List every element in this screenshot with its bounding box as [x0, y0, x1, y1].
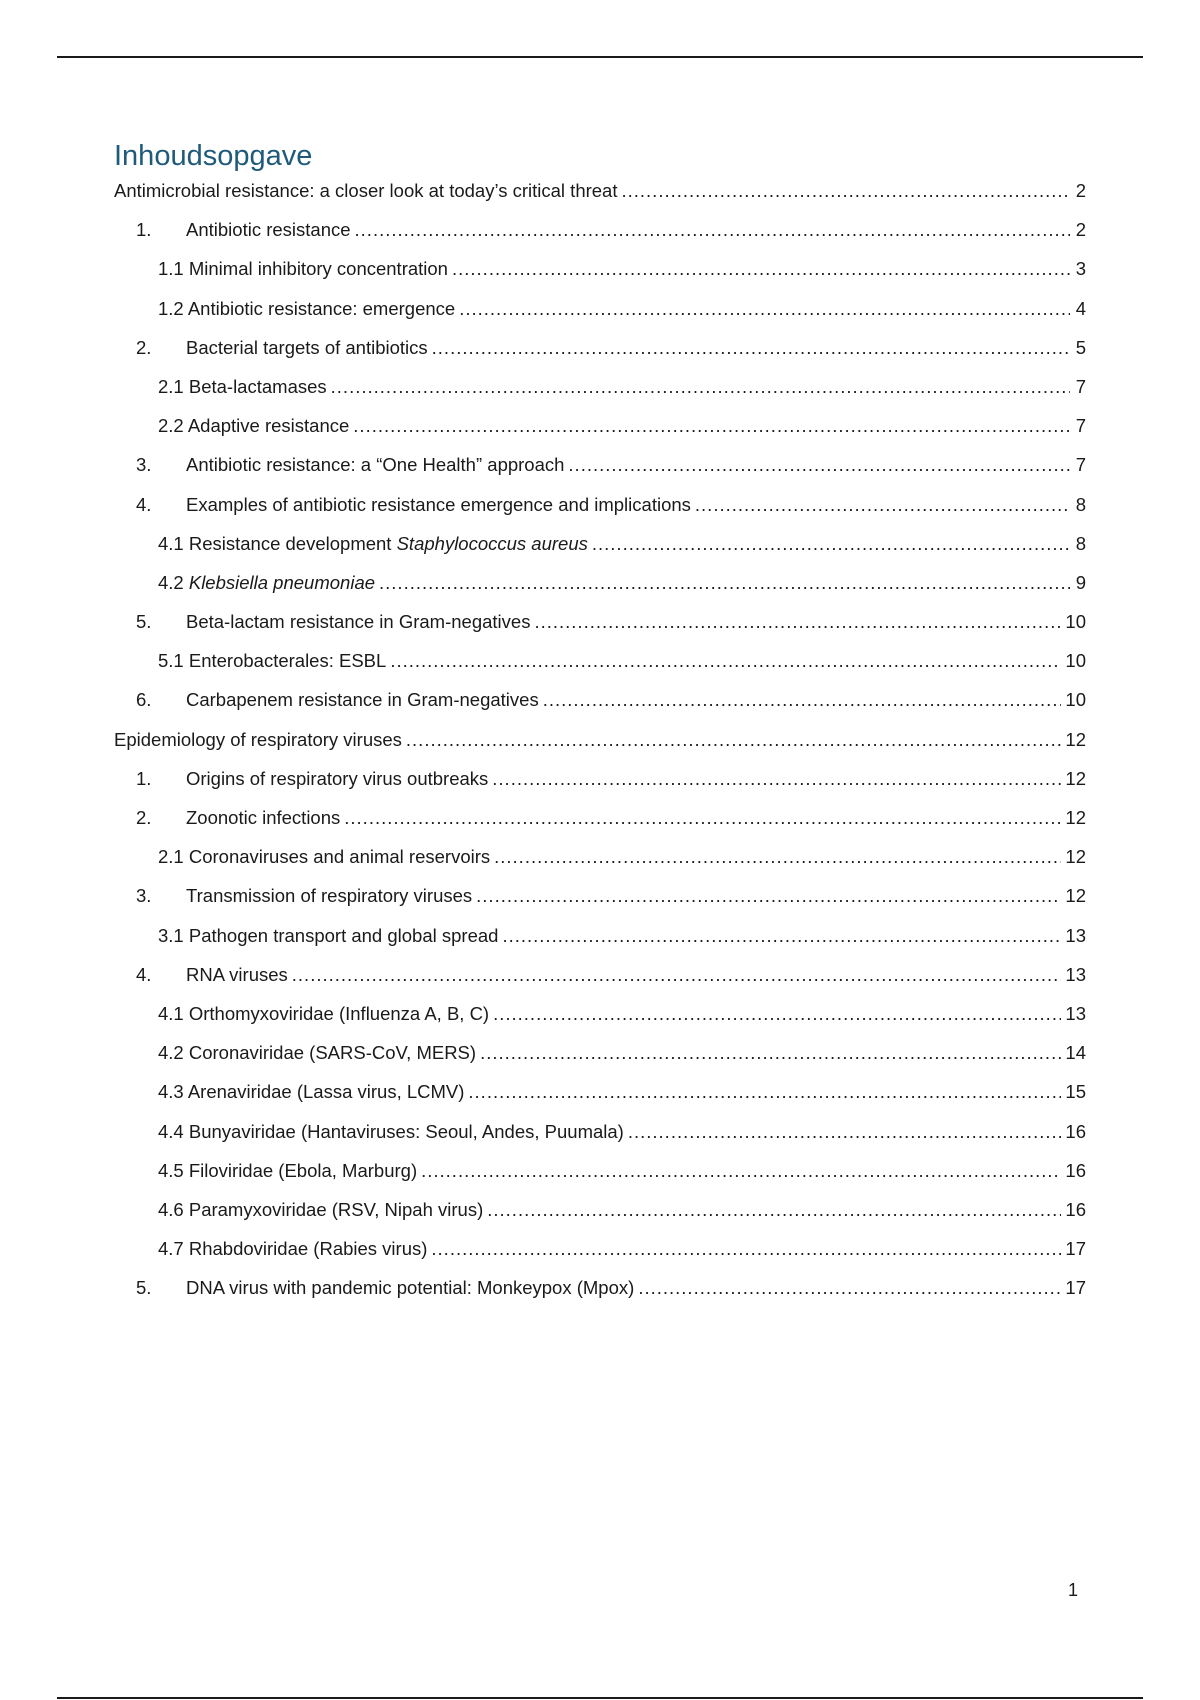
toc-entry-page: 7 [1075, 454, 1086, 476]
toc-dot-leader [480, 1042, 1061, 1064]
toc-entry-title [158, 1160, 417, 1182]
toc-entry-title-text: 1.1 Minimal inhibitory concentration [158, 258, 448, 280]
toc-entry[interactable] [114, 885, 1086, 924]
toc-dot-leader [502, 925, 1061, 947]
toc-entry[interactable] [114, 611, 1086, 650]
toc-entry[interactable] [114, 964, 1086, 1003]
footer-rule [57, 1697, 1143, 1699]
toc-entry-page: 12 [1065, 885, 1086, 907]
toc-entry-page: 17 [1065, 1277, 1086, 1299]
toc-entry-title-italic: Staphylococcus aureus [396, 532, 588, 554]
toc-entry-title [158, 1121, 624, 1143]
toc-entry[interactable] [114, 1003, 1086, 1042]
toc-dot-leader [543, 689, 1062, 711]
toc-entry-number: 4. [136, 493, 152, 515]
toc-dot-leader [344, 807, 1061, 829]
toc-entry-title [186, 1277, 634, 1299]
toc-entry-page: 13 [1065, 1002, 1086, 1024]
toc-entry-title [158, 258, 448, 280]
toc-entry-title-text: Origins of respiratory virus outbreaks [186, 767, 489, 789]
toc-entry-title [158, 1081, 464, 1103]
toc-entry-title-text: RNA viruses [186, 963, 288, 985]
toc-dot-leader [468, 1081, 1061, 1103]
toc-entry-page: 2 [1075, 219, 1086, 241]
toc-entry-page: 8 [1075, 493, 1086, 515]
toc-entry-title-text: Beta-lactam resistance in Gram-negatives [186, 611, 531, 633]
toc-dot-leader [431, 1238, 1061, 1260]
toc-entry-title [158, 298, 455, 320]
toc-entry-number: 2. [136, 807, 152, 828]
toc-entry-number: 3. [136, 885, 152, 907]
toc-entry-title-text: Examples of antibiotic resistance emergence and implications [186, 493, 691, 515]
toc-entry-title-text: 4.2 Coronaviridae (SARS-CoV, MERS) [158, 1042, 477, 1064]
toc-dot-leader [331, 376, 1070, 398]
toc-dot-leader [487, 1199, 1061, 1221]
toc-dot-leader [638, 1277, 1061, 1299]
toc-entry-title-text: 2.1 Coronaviruses and animal reservoirs [158, 846, 491, 868]
toc-entry-title-text: 4.2 [158, 571, 189, 593]
toc-dot-leader [621, 180, 1070, 202]
toc-entry-title [186, 219, 351, 241]
toc-entry-page: 8 [1075, 532, 1086, 554]
toc-entry-title [186, 885, 472, 907]
toc-entry-title [158, 533, 588, 555]
toc-list [114, 180, 1086, 1316]
toc-dot-leader [592, 533, 1070, 555]
toc-entry-title [158, 1238, 427, 1260]
toc-entry-number: 1. [136, 219, 152, 241]
toc-entry-number: 5. [136, 1277, 152, 1299]
toc-entry-title-text: 4.7 Rhabdoviridae (Rabies virus) [158, 1238, 428, 1260]
toc-entry-title [186, 337, 428, 359]
toc-entry[interactable] [114, 494, 1086, 533]
toc-entry-page: 12 [1065, 846, 1086, 868]
toc-entry-title-text: Antibiotic resistance [186, 219, 351, 241]
toc-entry-title-text: Transmission of respiratory viruses [186, 885, 473, 907]
toc-entry-title-text: 4.5 Filoviridae (Ebola, Marburg) [158, 1159, 418, 1181]
toc-entry-title-text: 4.1 Orthomyxoviridae (Influenza A, B, C) [158, 1002, 490, 1024]
toc-entry[interactable] [114, 219, 1086, 258]
toc-entry-page: 16 [1065, 1198, 1086, 1220]
toc-entry-page: 10 [1065, 611, 1086, 633]
toc-dot-leader [494, 846, 1061, 868]
toc-entry[interactable] [114, 337, 1086, 376]
header-rule [57, 56, 1143, 58]
toc-entry-number: 3. [136, 454, 152, 476]
toc-dot-leader [452, 258, 1070, 280]
toc-entry-page: 17 [1065, 1238, 1086, 1260]
toc-dot-leader [355, 219, 1070, 241]
toc-dot-leader [421, 1160, 1061, 1182]
toc-entry-title [158, 572, 375, 594]
toc-dot-leader [353, 415, 1070, 437]
toc-entry-title-text: 4.1 Resistance development [158, 532, 397, 554]
toc-entry-page: 14 [1065, 1042, 1086, 1064]
toc-entry-number: 1. [136, 767, 152, 789]
toc-entry-title-text: 4.3 Arenaviridae (Lassa virus, LCMV) [158, 1081, 465, 1103]
table-of-contents [114, 138, 1086, 1316]
toc-entry-page: 4 [1075, 297, 1086, 319]
toc-entry[interactable] [114, 768, 1086, 807]
toc-entry[interactable] [114, 807, 1086, 846]
toc-entry[interactable] [114, 729, 1086, 768]
toc-entry[interactable] [114, 1199, 1086, 1238]
toc-entry-title [158, 376, 327, 398]
toc-entry-title [114, 180, 617, 202]
toc-dot-leader [534, 611, 1061, 633]
toc-entry[interactable] [114, 925, 1086, 964]
toc-dot-leader [432, 337, 1070, 359]
toc-entry[interactable] [114, 572, 1086, 611]
toc-entry-title-text: 4.6 Paramyxoviridae (RSV, Nipah virus) [158, 1198, 484, 1220]
toc-dot-leader [476, 885, 1061, 907]
toc-entry[interactable] [114, 1081, 1086, 1120]
toc-dot-leader [379, 572, 1070, 594]
toc-entry[interactable] [114, 846, 1086, 885]
toc-entry-title [186, 494, 691, 516]
toc-entry-page: 7 [1075, 415, 1086, 437]
toc-entry[interactable] [114, 1160, 1086, 1199]
toc-entry-number: 5. [136, 611, 152, 633]
toc-dot-leader [406, 729, 1062, 751]
toc-dot-leader [628, 1121, 1062, 1143]
toc-entry-title [158, 925, 498, 947]
toc-entry-title [114, 729, 402, 751]
toc-entry[interactable] [114, 650, 1086, 689]
toc-entry[interactable] [114, 1277, 1086, 1316]
toc-entry-title-text: 5.1 Enterobacterales: ESBL [158, 650, 387, 672]
toc-entry-page: 16 [1065, 1159, 1086, 1181]
toc-entry-number: 4. [136, 963, 152, 985]
toc-entry-page: 12 [1065, 767, 1086, 789]
toc-entry-title [158, 1003, 489, 1025]
toc-entry-title-text: Zoonotic infections [186, 807, 341, 828]
toc-entry-title-text: 2.1 Beta-lactamases [158, 375, 327, 397]
toc-heading: Inhoudsopgave [114, 140, 313, 172]
toc-dot-leader [695, 494, 1070, 516]
toc-dot-leader [492, 768, 1061, 790]
toc-entry[interactable] [114, 454, 1086, 493]
toc-entry-page: 12 [1065, 807, 1086, 828]
toc-entry[interactable] [114, 1238, 1086, 1277]
toc-entry-page: 10 [1065, 650, 1086, 672]
toc-dot-leader [568, 454, 1070, 476]
toc-entry[interactable] [114, 376, 1086, 415]
toc-entry-title-text: Epidemiology of respiratory viruses [114, 728, 402, 750]
toc-dot-leader [292, 964, 1062, 986]
toc-entry-title-text: 3.1 Pathogen transport and global spread [158, 924, 499, 946]
toc-entry-title-text: DNA virus with pandemic potential: Monkeypox (Mpox) [186, 1277, 635, 1299]
toc-entry-title-text: 4.4 Bunyaviridae (Hantaviruses: Seoul, Andes, Puumala) [158, 1120, 624, 1142]
toc-entry-page: 16 [1065, 1120, 1086, 1142]
toc-entry-page: 3 [1075, 258, 1086, 280]
toc-entry-title [158, 1199, 483, 1221]
toc-entry-number: 6. [136, 689, 152, 711]
toc-entry-page: 13 [1065, 924, 1086, 946]
toc-entry-title [186, 689, 539, 711]
toc-dot-leader [493, 1003, 1061, 1025]
toc-entry-title [186, 454, 564, 476]
toc-entry-page: 9 [1075, 571, 1086, 593]
toc-entry-page: 15 [1065, 1081, 1086, 1103]
toc-entry-title [186, 964, 288, 986]
toc-entry-title [186, 768, 488, 790]
toc-dot-leader [459, 298, 1070, 320]
toc-entry-title-italic: Klebsiella pneumoniae [188, 571, 376, 593]
toc-entry-title [158, 1042, 476, 1064]
toc-entry-title-text: Antibiotic resistance: a “One Health” approach [186, 454, 565, 476]
toc-entry-page: 13 [1065, 963, 1086, 985]
toc-entry-title [186, 611, 530, 633]
toc-entry-title-text: Carbapenem resistance in Gram-negatives [186, 689, 539, 711]
toc-entry[interactable] [114, 1121, 1086, 1160]
toc-entry[interactable] [114, 533, 1086, 572]
toc-entry-page: 10 [1065, 689, 1086, 711]
toc-entry[interactable] [114, 689, 1086, 728]
toc-entry-title-text: 1.2 Antibiotic resistance: emergence [158, 297, 456, 319]
toc-entry-title [158, 415, 349, 437]
toc-entry-title [158, 846, 490, 868]
toc-entry-number: 2. [136, 336, 152, 358]
toc-entry-page: 2 [1075, 180, 1086, 201]
page-number: 1 [1068, 1580, 1079, 1600]
toc-entry[interactable] [114, 180, 1086, 219]
toc-entry-title-text: Antimicrobial resistance: a closer look at today’s critical threat [114, 180, 618, 201]
toc-entry-title [158, 650, 386, 672]
toc-entry[interactable] [114, 1042, 1086, 1081]
toc-entry-page: 12 [1065, 728, 1086, 750]
toc-entry[interactable] [114, 258, 1086, 297]
toc-entry[interactable] [114, 415, 1086, 454]
toc-entry-title-text: Bacterial targets of antibiotics [186, 336, 428, 358]
toc-entry-page: 5 [1075, 336, 1086, 358]
toc-entry-title-text: 2.2 Adaptive resistance [158, 415, 350, 437]
toc-entry-page: 7 [1075, 375, 1086, 397]
toc-entry[interactable] [114, 298, 1086, 337]
toc-entry-title [186, 807, 340, 829]
toc-dot-leader [390, 650, 1061, 672]
